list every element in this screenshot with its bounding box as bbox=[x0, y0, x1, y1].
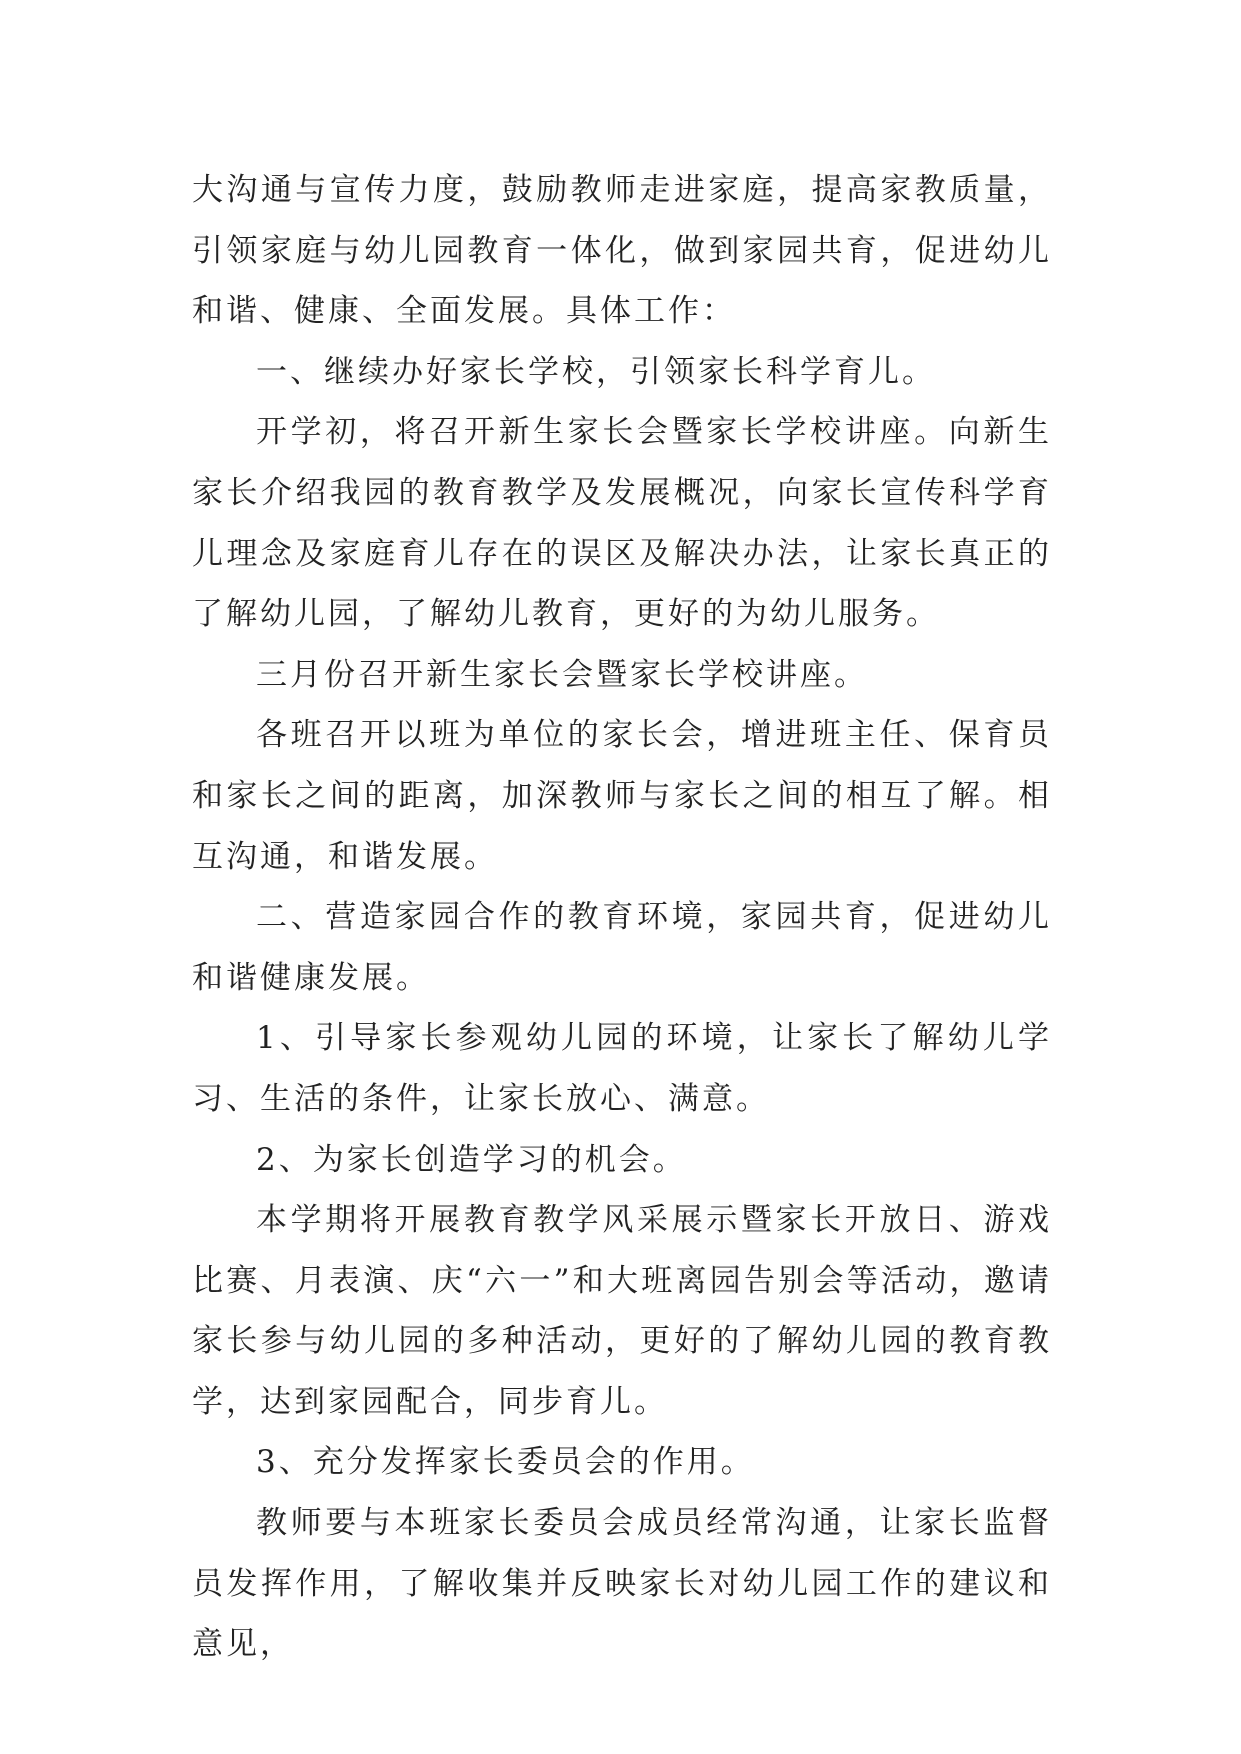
list-item-2: 2、为家长创造学习的机会。 bbox=[256, 1141, 687, 1178]
list-item-1: 1、引导家长参观幼儿园的环境，让家长了解幼儿学习、生活的条件，让家长放心、满意。 bbox=[192, 1020, 1052, 1117]
paragraph-activities: 本学期将开展教育教学风采展示暨家长开放日、游戏比赛、月表演、庆“六一”和大班离园告别会等活动，邀请家长参与幼儿园的多种活动，更好的了解幼儿园的教育教学，达到家园配合，同步育儿。 bbox=[192, 1202, 1052, 1420]
list-item-3: 3、充分发挥家长委员会的作用。 bbox=[256, 1444, 755, 1481]
document-body bbox=[192, 160, 1052, 1675]
section-heading-1: 一、继续办好家长学校，引领家长科学育儿。 bbox=[256, 353, 936, 390]
paragraph-class-meetings: 各班召开以班为单位的家长会，增进班主任、保育员和家长之间的距离，加深教师与家长之间的相互了解。相互沟通，和谐发展。 bbox=[192, 717, 1052, 875]
paragraph-march-meeting: 三月份召开新生家长会暨家长学校讲座。 bbox=[256, 656, 868, 693]
paragraph-committee: 教师要与本班家长委员会成员经常沟通，让家长监督员发挥作用，了解收集并反映家长对幼儿园工作的建议和意见， bbox=[192, 1505, 1052, 1663]
section-heading-2: 二、营造家园合作的教育环境，家园共育，促进幼儿和谐健康发展。 bbox=[192, 899, 1052, 996]
paragraph-semester-start: 开学初，将召开新生家长会暨家长学校讲座。向新生家长介绍我园的教育教学及发展概况，向家长宣传科学育儿理念及家庭育儿存在的误区及解决办法，让家长真正的了解幼儿园，了解幼儿教育，更好的为幼儿服务。 bbox=[192, 414, 1052, 633]
paragraph-continuation: 大沟通与宣传力度，鼓励教师走进家庭，提高家教质量，引领家庭与幼儿园教育一体化，做到家园共育，促进幼儿和谐、健康、全面发展。具体工作： bbox=[192, 172, 1052, 330]
